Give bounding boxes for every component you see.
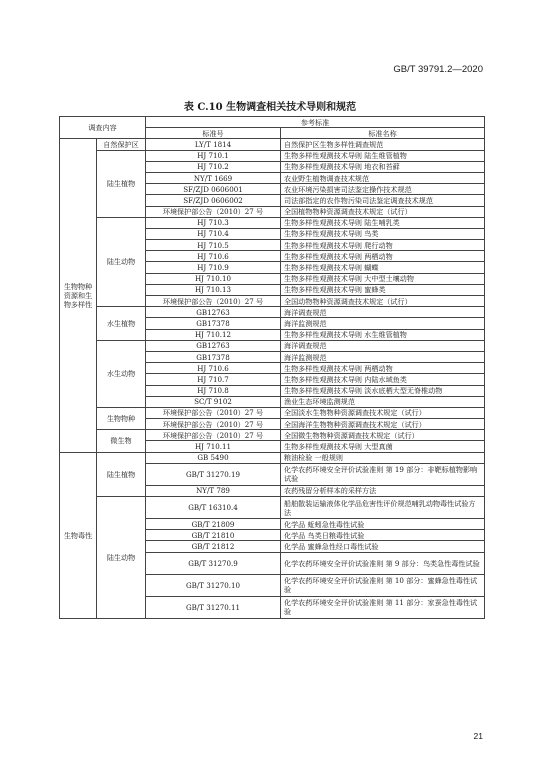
standard-name-cell: 全国淡水生物物种资源调查技术规定（试行） xyxy=(281,407,485,418)
standard-name-cell: 全国动物物种资源调查技术规定（试行） xyxy=(281,296,485,307)
standard-no-cell: GB/T 21810 xyxy=(146,530,281,541)
header-standard-no: 标准号 xyxy=(146,128,281,139)
standard-no-cell: SF/ZJD 0606001 xyxy=(146,184,281,195)
table-row xyxy=(60,452,485,463)
standard-name-cell: 司法部指定的农作物污染司法鉴定调查技术规范 xyxy=(281,195,485,206)
standard-name-cell: 生物多样性观测技术导则 大型真菌 xyxy=(281,441,485,452)
standard-name-cell: 化学品 鸟类日粮毒性试验 xyxy=(281,530,485,541)
standard-name-cell: 生物多样性观测技术导则 陆生维管植物 xyxy=(281,150,485,161)
standard-name-cell: 生物多样性观测技术导则 两栖动物 xyxy=(281,251,485,262)
header-row xyxy=(60,117,485,128)
standard-no-cell: NY/T 1669 xyxy=(146,172,281,183)
standard-no-cell: GB 5490 xyxy=(146,452,281,463)
standard-name-cell: 生物多样性观测技术导则 鸟类 xyxy=(281,228,485,239)
standard-no-cell: LY/T 1814 xyxy=(146,139,281,150)
standard-name-cell: 生物多样性观测技术导则 大中型土壤动物 xyxy=(281,273,485,284)
standard-name-cell: 全国植物物种资源调查技术规定（试行） xyxy=(281,206,485,217)
standard-name-cell: 海洋调查规范 xyxy=(281,307,485,318)
subcategory-cell: 自然保护区 xyxy=(97,139,146,150)
standard-no-cell: GB/T 31270.11 xyxy=(146,596,281,618)
standard-no-cell: HJ 710.6 xyxy=(146,363,281,374)
subcategory-cell: 陆生植物 xyxy=(97,150,146,217)
standard-number: GB/T 39791.2—2020 xyxy=(393,64,483,75)
standard-name-cell: 化学农药环境安全评价试验准则 第 11 部分：家蚕急性毒性试验 xyxy=(281,596,485,618)
standard-name-cell: 海洋监测规范 xyxy=(281,318,485,329)
standard-name-cell: 自然保护区生物多样性调查规范 xyxy=(281,139,485,150)
table-row xyxy=(60,307,485,318)
standard-no-cell: 环境保护部公告（2010）27 号 xyxy=(146,430,281,441)
standard-name-cell: 生物多样性观测技术导则 蜜蜂类 xyxy=(281,284,485,295)
standard-no-cell: GB/T 21812 xyxy=(146,541,281,552)
standard-name-cell: 化学农药环境安全评价试验准则 第 19 部分：非靶标植物影响试验 xyxy=(281,463,485,485)
subcategory-cell: 陆生动物 xyxy=(97,217,146,307)
standard-name-cell: 全国海洋生物物种资源调查技术规定（试行） xyxy=(281,419,485,430)
standard-no-cell: HJ 710.5 xyxy=(146,240,281,251)
standard-no-cell: GB/T 16310.4 xyxy=(146,497,281,519)
subcategory-cell: 陆生植物 xyxy=(97,452,146,496)
standard-name-cell: 生物多样性观测技术导则 爬行动物 xyxy=(281,240,485,251)
standard-no-cell: HJ 710.3 xyxy=(146,217,281,228)
standard-no-cell: GB/T 31270.9 xyxy=(146,552,281,574)
standard-no-cell: 环境保护部公告（2010）27 号 xyxy=(146,407,281,418)
subcategory-cell: 水生植物 xyxy=(97,307,146,341)
standard-no-cell: NY/T 789 xyxy=(146,485,281,496)
table-row xyxy=(60,217,485,228)
standard-name-cell: 渔业生态环境监测规范 xyxy=(281,396,485,407)
standard-name-cell: 生物多样性观测技术导则 陆生哺乳类 xyxy=(281,217,485,228)
standard-name-cell: 生物多样性观测技术导则 两栖动物 xyxy=(281,363,485,374)
standard-no-cell: HJ 710.1 xyxy=(146,150,281,161)
subcategory-cell: 微生物 xyxy=(97,430,146,452)
standard-no-cell: 环境保护部公告（2010）27 号 xyxy=(146,296,281,307)
standard-no-cell: HJ 710.13 xyxy=(146,284,281,295)
standard-no-cell: 环境保护部公告（2010）27 号 xyxy=(146,206,281,217)
standards-table xyxy=(59,116,485,619)
header-standard-name: 标准名称 xyxy=(281,128,485,139)
subcategory-cell: 陆生动物 xyxy=(97,497,146,619)
header-survey-content: 调查内容 xyxy=(60,117,146,139)
standard-no-cell: HJ 710.12 xyxy=(146,329,281,340)
standard-no-cell: HJ 710.6 xyxy=(146,251,281,262)
table-row xyxy=(60,340,485,351)
standard-name-cell: 化学品 蜜蜂急性经口毒性试验 xyxy=(281,541,485,552)
category-cell: 生物物种资源和生物多样性 xyxy=(60,139,97,452)
standard-name-cell: 化学农药环境安全评价试验准则 第 10 部分：蜜蜂急性毒性试验 xyxy=(281,574,485,596)
standard-no-cell: HJ 710.8 xyxy=(146,385,281,396)
table-row xyxy=(60,407,485,418)
standard-no-cell: SC/T 9102 xyxy=(146,396,281,407)
standard-no-cell: GB17378 xyxy=(146,318,281,329)
standard-no-cell: HJ 710.7 xyxy=(146,374,281,385)
standard-no-cell: HJ 710.10 xyxy=(146,273,281,284)
table-row xyxy=(60,497,485,519)
table-row xyxy=(60,150,485,161)
standard-name-cell: 农业野生植物调查技术规范 xyxy=(281,172,485,183)
standard-name-cell: 海洋监测规范 xyxy=(281,351,485,362)
standard-no-cell: GB12763 xyxy=(146,307,281,318)
standard-no-cell: SF/ZJD 0606002 xyxy=(146,195,281,206)
page-number: 21 xyxy=(473,731,483,741)
standard-name-cell: 生物多样性观测技术导则 水生维管植物 xyxy=(281,329,485,340)
standard-name-cell: 全国微生物物种资源调查技术规定（试行） xyxy=(281,430,485,441)
table-row xyxy=(60,139,485,150)
standard-no-cell: HJ 710.2 xyxy=(146,161,281,172)
standard-no-cell: HJ 710.4 xyxy=(146,228,281,239)
standard-name-cell: 生物多样性观测技术导则 淡水底栖大型无脊椎动物 xyxy=(281,385,485,396)
standard-name-cell: 生物多样性观测技术导则 地衣和苔藓 xyxy=(281,161,485,172)
standard-no-cell: HJ 710.9 xyxy=(146,262,281,273)
standard-name-cell: 农业环境污染损害司法鉴定操作技术规范 xyxy=(281,184,485,195)
standard-name-cell: 生物多样性观测技术导则 内陆水域鱼类 xyxy=(281,374,485,385)
standard-name-cell: 海洋调查规范 xyxy=(281,340,485,351)
standard-no-cell: 环境保护部公告（2010）27 号 xyxy=(146,419,281,430)
standard-name-cell: 生物多样性观测技术导则 蝴蝶 xyxy=(281,262,485,273)
standard-no-cell: HJ 710.11 xyxy=(146,441,281,452)
standard-no-cell: GB17378 xyxy=(146,351,281,362)
standard-no-cell: GB/T 31270.10 xyxy=(146,574,281,596)
standard-name-cell: 化学农药环境安全评价试验准则 第 9 部分：鸟类急性毒性试验 xyxy=(281,552,485,574)
standard-no-cell: GB12763 xyxy=(146,340,281,351)
standard-name-cell: 粮油检验 一般规则 xyxy=(281,452,485,463)
subcategory-cell: 生物物种 xyxy=(97,407,146,429)
standard-no-cell: GB/T 21809 xyxy=(146,519,281,530)
table-title: 表 C.10 生物调查相关技术导则和规范 xyxy=(183,102,357,113)
standard-name-cell: 化学品 蚯蚓急性毒性试验 xyxy=(281,519,485,530)
standard-name-cell: 船舶散装运输液体化学品危害性评价规范哺乳动物毒性试验方法 xyxy=(281,497,485,519)
subcategory-cell: 水生动物 xyxy=(97,340,146,407)
header-reference-standard: 参考标准 xyxy=(146,117,485,128)
standard-no-cell: GB/T 31270.19 xyxy=(146,463,281,485)
standard-name-cell: 农药残留分析样本的采样方法 xyxy=(281,485,485,496)
category-cell: 生物毒性 xyxy=(60,452,97,618)
table-row xyxy=(60,430,485,441)
